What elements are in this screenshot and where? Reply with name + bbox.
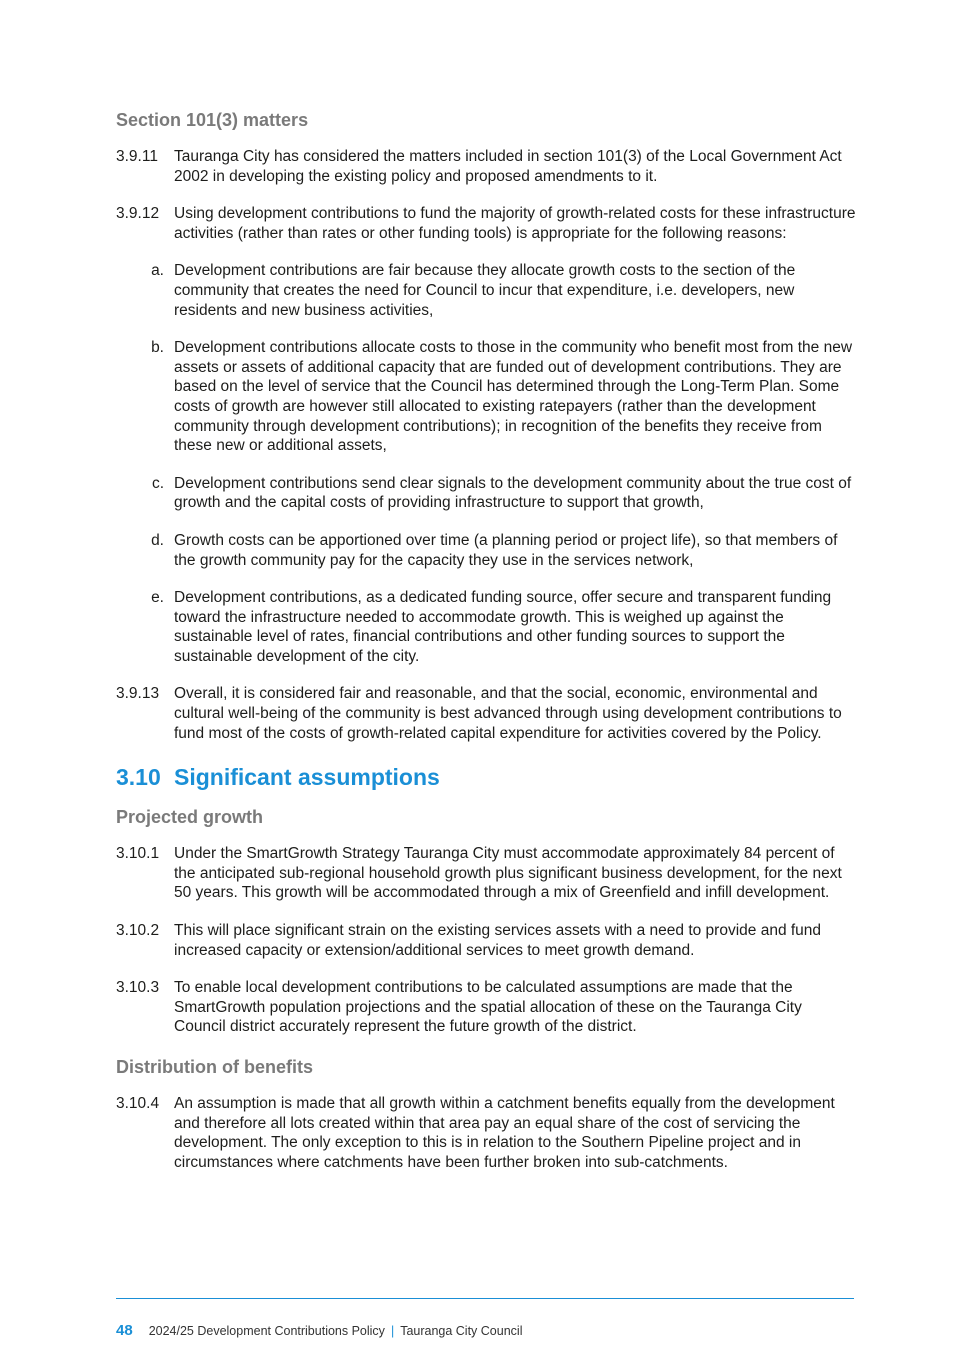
reason-item-c	[116, 474, 856, 513]
paragraph-number: 3.10.4	[116, 1095, 160, 1112]
paragraph-text: Using development contributions to fund the majority of growth-related costs for these infrastructure activities (rather than rates or other funding tools) is appropriate for the following reasons:	[174, 205, 856, 242]
document-body	[116, 108, 856, 1190]
paragraph-3-10-2	[116, 921, 856, 960]
paragraph-text: An assumption is made that all growth within a catchment benefits equally from the development and therefore all lots created within that area pay an equal share of the cost of servicing the development. The only exception to this is in relation to the Southern Pipeline project and in circumstances where catchments have been further broken into sub-catchments.	[174, 1095, 835, 1171]
list-label: d.	[151, 531, 164, 549]
subheading-distribution-of-benefits: Distribution of benefits	[116, 1057, 313, 1077]
section-title-3-10	[116, 763, 856, 791]
list-item-text: Development contributions are fair because they allocate growth costs to the section of the community that creates the need for Council to incur that expenditure, i.e. developers, new residents and new business activities,	[174, 262, 796, 319]
page-number: 48	[116, 1322, 133, 1339]
section-number: 3.10	[116, 764, 161, 791]
paragraph-text: This will place significant strain on the existing services assets with a need to provide and fund increased capacity or extension/additional services to meet growth demand.	[174, 922, 822, 959]
paragraph-number: 3.9.12	[116, 205, 160, 223]
paragraph-number: 3.10.1	[116, 845, 160, 863]
paragraph-text: Tauranga City has considered the matters included in section 101(3) of the Local Government Act 2002 in developing the existing policy and proposed amendments to it.	[174, 148, 842, 185]
paragraph-text: To enable local development contributions to be calculated assumptions are made that the SmartGrowth population projections and the spatial allocation of these on the Tauranga City Council district accurately represent the future growth of the district.	[174, 979, 802, 1036]
section-title: Significant assumptions	[174, 764, 440, 791]
footer-divider	[116, 1298, 854, 1299]
list-item-text: Growth costs can be apportioned over time (a planning period or project life), so that members of the growth community pay for the capacity they use in the services network,	[174, 531, 838, 569]
list-label: b.	[151, 339, 164, 357]
reason-item-b	[116, 338, 856, 456]
list-label: a.	[151, 262, 164, 280]
paragraph-number: 3.10.3	[116, 979, 160, 997]
list-item-text: Development contributions allocate costs to those in the community who benefit most from the new assets or assets of additional capacity that are funded out of development contributions. They are based on the level of service that the Council has determined through the Long-Term Plan. Some costs of growth are however still allocated to existing ratepayers (rather than the development community through development contributions); in recognition of the benefits they receive from these new or additional assets,	[174, 339, 853, 455]
subheading-projected-growth: Projected growth	[116, 807, 264, 828]
paragraph-text: Overall, it is considered fair and reasonable, and that the social, economic, environmental and cultural well-being of the community is best advanced through using development contributions to fund most of the costs of growth-related capital expenditure for activities covered by the Policy.	[174, 685, 842, 742]
reason-item-e	[116, 588, 856, 666]
list-label: e.	[151, 589, 164, 607]
paragraph-3-9-13	[116, 684, 856, 743]
paragraph-text: Under the SmartGrowth Strategy Tauranga City must accommodate approximately 84 percent of the anticipated sub-regional household growth plus significant business development, for the next 50 years. This growth will be accommodated through a mix of Greenfield and infill development.	[174, 845, 842, 902]
page-footer	[116, 1322, 522, 1339]
footer-document-title: 2024/25 Development Contributions Policy	[148, 1324, 385, 1338]
list-item-text: Development contributions, as a dedicated funding source, offer secure and transparent funding toward the infrastructure needed to accommodate growth. This is weighed up against the sustainable level of rates, financial contributions and other funding sources to support the sustainable development of the city.	[174, 589, 832, 665]
paragraph-3-10-3	[116, 978, 856, 1037]
paragraph-3-9-11	[116, 147, 856, 186]
section-heading-101: Section 101(3) matters	[116, 110, 309, 130]
reason-item-d	[116, 531, 856, 570]
paragraph-3-9-12	[116, 204, 856, 243]
paragraph-number: 3.9.13	[116, 685, 160, 703]
paragraph-number: 3.9.11	[116, 148, 158, 165]
list-item-text: Development contributions send clear signals to the development community about the true cost of growth and the capital costs of providing infrastructure to support that growth,	[174, 474, 852, 512]
footer-separator: |	[390, 1324, 395, 1338]
reason-item-a	[116, 261, 856, 320]
list-label: c.	[151, 474, 164, 492]
paragraph-3-10-4	[116, 1094, 856, 1172]
footer-organisation: Tauranga City Council	[400, 1324, 523, 1338]
paragraph-3-10-1	[116, 844, 856, 903]
paragraph-number: 3.10.2	[116, 922, 160, 940]
